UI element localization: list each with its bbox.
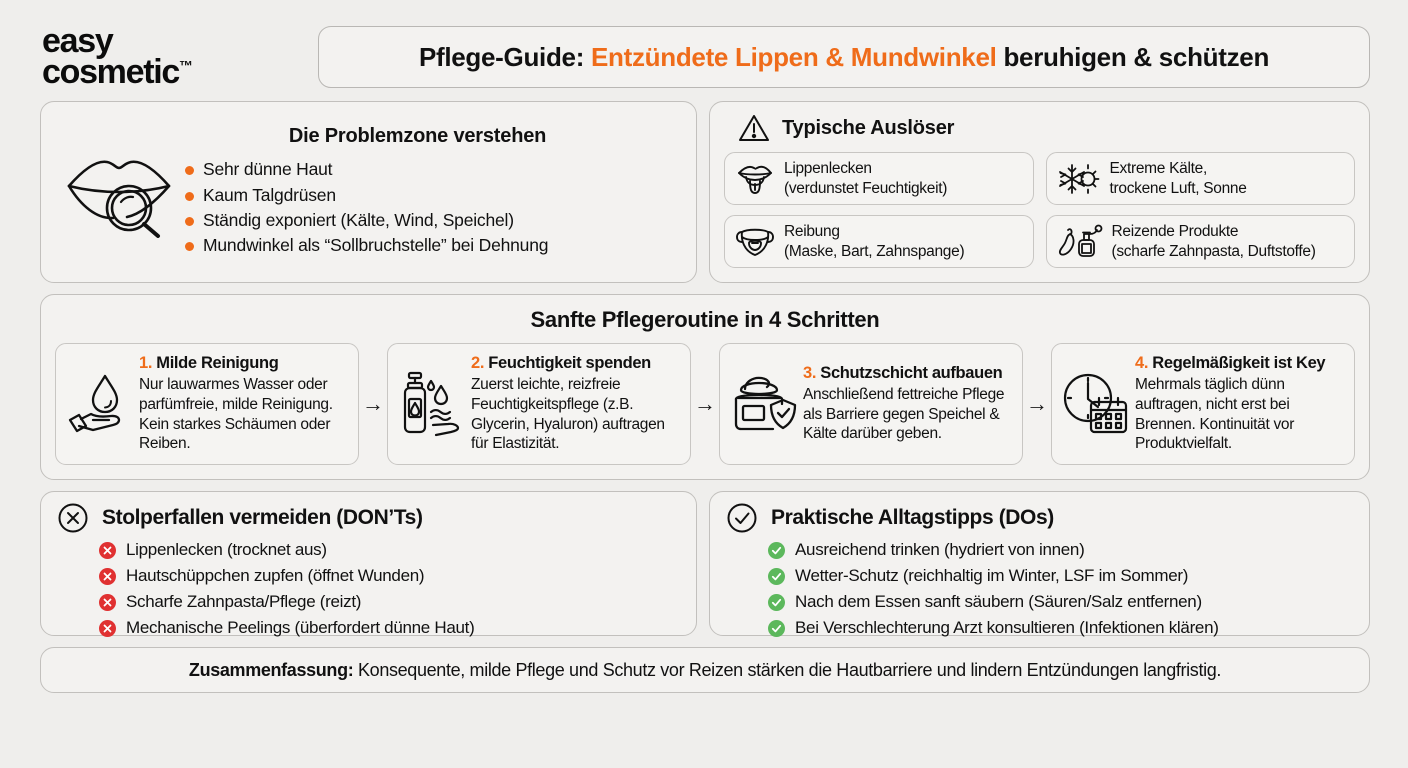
donts-title: Stolperfallen vermeiden (DON’Ts) bbox=[102, 506, 423, 529]
list-item: Ausreichend trinken (hydriert von innen) bbox=[768, 537, 1355, 563]
x-badge-icon bbox=[99, 542, 116, 559]
trigger-label-irritating-products: Reizende Produkte (scharfe Zahnpasta, Duftstoffe) bbox=[1111, 223, 1316, 260]
lips-magnifier-icon bbox=[59, 146, 179, 238]
summary-body: Konsequente, milde Pflege und Schutz vor Reizen stärken die Hautbarriere und lindern Entzündungen langfristig. bbox=[353, 659, 1222, 680]
chili-perfume-icon bbox=[1057, 223, 1103, 261]
brand-line-1: easy bbox=[42, 21, 113, 60]
routine-step-2-title: 2. Feuchtigkeit spenden bbox=[471, 354, 651, 373]
dos-header bbox=[726, 502, 1355, 534]
face-mask-icon bbox=[735, 223, 775, 261]
page-title-text bbox=[419, 42, 1269, 73]
circle-x-icon bbox=[57, 502, 89, 534]
summary-label: Zusammenfassung: bbox=[188, 659, 354, 680]
page-title bbox=[318, 26, 1370, 88]
trigger-item-lip-licking[interactable] bbox=[724, 152, 1034, 205]
donts-header bbox=[57, 502, 682, 534]
check-badge-icon bbox=[768, 542, 785, 559]
list-item: Mundwinkel als “Sollbruchstelle” bei Dehnung bbox=[181, 233, 680, 258]
snowflake-sun-icon bbox=[1057, 160, 1101, 198]
x-badge-icon bbox=[99, 568, 116, 585]
list-item: Bei Verschlechterung Arzt konsultieren (Infektionen klären) bbox=[768, 615, 1355, 641]
routine-step-1-desc: Nur lauwarmes Wasser oder parfümfreie, milde Reinigung. Kein starkes Schäumen oder Reiben. bbox=[139, 376, 333, 453]
donts-list bbox=[57, 537, 682, 641]
routine-steps bbox=[55, 343, 1355, 465]
list-item: Scharfe Zahnpasta/Pflege (reizt) bbox=[99, 589, 682, 615]
problem-zone-list bbox=[181, 157, 680, 259]
routine-step-1-title: 1. Milde Reinigung bbox=[139, 354, 279, 373]
trademark-symbol: ™ bbox=[179, 57, 194, 74]
summary-text bbox=[189, 660, 1221, 681]
routine-step-1-body bbox=[136, 354, 350, 454]
trigger-item-irritating-products[interactable] bbox=[1046, 215, 1356, 268]
list-item: Kaum Talgdrüsen bbox=[181, 183, 680, 208]
triggers-header bbox=[724, 113, 1355, 143]
list-item: Wetter-Schutz (reichhaltig im Winter, LSF im Sommer) bbox=[768, 563, 1355, 589]
routine-step-2-body bbox=[468, 354, 682, 454]
brand-logo bbox=[40, 21, 304, 91]
check-badge-icon bbox=[768, 568, 785, 585]
lotion-pump-bottle-icon bbox=[396, 371, 468, 437]
summary-bar bbox=[40, 647, 1370, 693]
routine-title: Sanfte Pflegeroutine in 4 Schritten bbox=[530, 307, 880, 332]
water-drop-hand-icon bbox=[64, 372, 136, 436]
routine-step-4-title: 4. Regelmäßigkeit ist Key bbox=[1135, 354, 1326, 373]
header bbox=[0, 0, 1408, 92]
routine-step-3-desc: Anschließend fettreiche Pflege als Barriere gegen Speichel & Kälte darüber geben. bbox=[803, 385, 1005, 443]
triggers-title: Typische Auslöser bbox=[782, 116, 955, 139]
check-badge-icon bbox=[768, 594, 785, 611]
routine-step-3-title: 3. Schutzschicht aufbauen bbox=[803, 363, 1003, 382]
check-badge-icon bbox=[768, 620, 785, 637]
routine-step-3[interactable] bbox=[719, 343, 1023, 465]
problem-zone-card bbox=[40, 101, 697, 283]
donts-card bbox=[40, 491, 697, 636]
trigger-item-friction[interactable] bbox=[724, 215, 1034, 268]
list-item: Hautschüppchen zupfen (öffnet Wunden) bbox=[99, 563, 682, 589]
arrow-icon-2: → bbox=[694, 391, 716, 416]
clock-calendar-icon bbox=[1060, 372, 1132, 436]
trigger-label-cold-weather: Extreme Kälte, trockene Luft, Sonne bbox=[1109, 160, 1247, 197]
x-badge-icon bbox=[99, 620, 116, 637]
arrow-icon-3: → bbox=[1026, 391, 1048, 416]
list-item: Nach dem Essen sanft säubern (Säuren/Salz entfernen) bbox=[768, 589, 1355, 615]
routine-step-4-desc: Mehrmals täglich dünn auftragen, nicht erst bei Brennen. Kontinuität vor Produktvielfalt. bbox=[1135, 376, 1295, 453]
routine-step-4[interactable] bbox=[1051, 343, 1355, 465]
row-dos-donts bbox=[0, 480, 1408, 636]
dos-list bbox=[726, 537, 1355, 641]
routine-step-2[interactable] bbox=[387, 343, 691, 465]
trigger-item-cold-weather[interactable] bbox=[1046, 152, 1356, 205]
trigger-label-friction: Reibung (Maske, Bart, Zahnspange) bbox=[784, 223, 965, 260]
problem-zone-body bbox=[179, 125, 680, 259]
cream-jar-shield-icon bbox=[728, 373, 800, 435]
trigger-label-lip-licking: Lippenlecken (verdunstet Feuchtigkeit) bbox=[784, 160, 948, 197]
tongue-icon bbox=[735, 160, 775, 198]
dos-title: Praktische Alltagstipps (DOs) bbox=[771, 506, 1054, 529]
list-item: Ständig exponiert (Kälte, Wind, Speichel) bbox=[181, 208, 680, 233]
row-problem-triggers bbox=[0, 92, 1408, 283]
x-badge-icon bbox=[99, 594, 116, 611]
triggers-card bbox=[709, 101, 1370, 283]
list-item: Mechanische Peelings (überfordert dünne Haut) bbox=[99, 615, 682, 641]
warning-triangle-icon bbox=[738, 113, 770, 143]
list-item: Sehr dünne Haut bbox=[181, 157, 680, 182]
dos-card bbox=[709, 491, 1370, 636]
routine-step-4-body bbox=[1132, 354, 1346, 454]
routine-step-3-body bbox=[800, 364, 1014, 444]
title-accent: Entzündete Lippen & Mundwinkel bbox=[590, 41, 997, 72]
circle-check-icon bbox=[726, 502, 758, 534]
list-item: Lippenlecken (trocknet aus) bbox=[99, 537, 682, 563]
title-prefix: Pflege-Guide: bbox=[418, 41, 591, 72]
triggers-grid bbox=[724, 152, 1355, 268]
problem-zone-title: Die Problemzone verstehen bbox=[288, 125, 547, 148]
arrow-icon-1: → bbox=[362, 391, 384, 416]
title-suffix: beruhigen & schützen bbox=[996, 41, 1270, 72]
routine-step-1[interactable] bbox=[55, 343, 359, 465]
routine-step-2-desc: Zuerst leichte, reizfreie Feuchtigkeitspflege (z.B. Glycerin, Hyaluron) auftragen für Elastizität. bbox=[471, 376, 665, 453]
brand-line-2: cosmetic™ bbox=[42, 53, 194, 91]
routine-card bbox=[40, 294, 1370, 480]
